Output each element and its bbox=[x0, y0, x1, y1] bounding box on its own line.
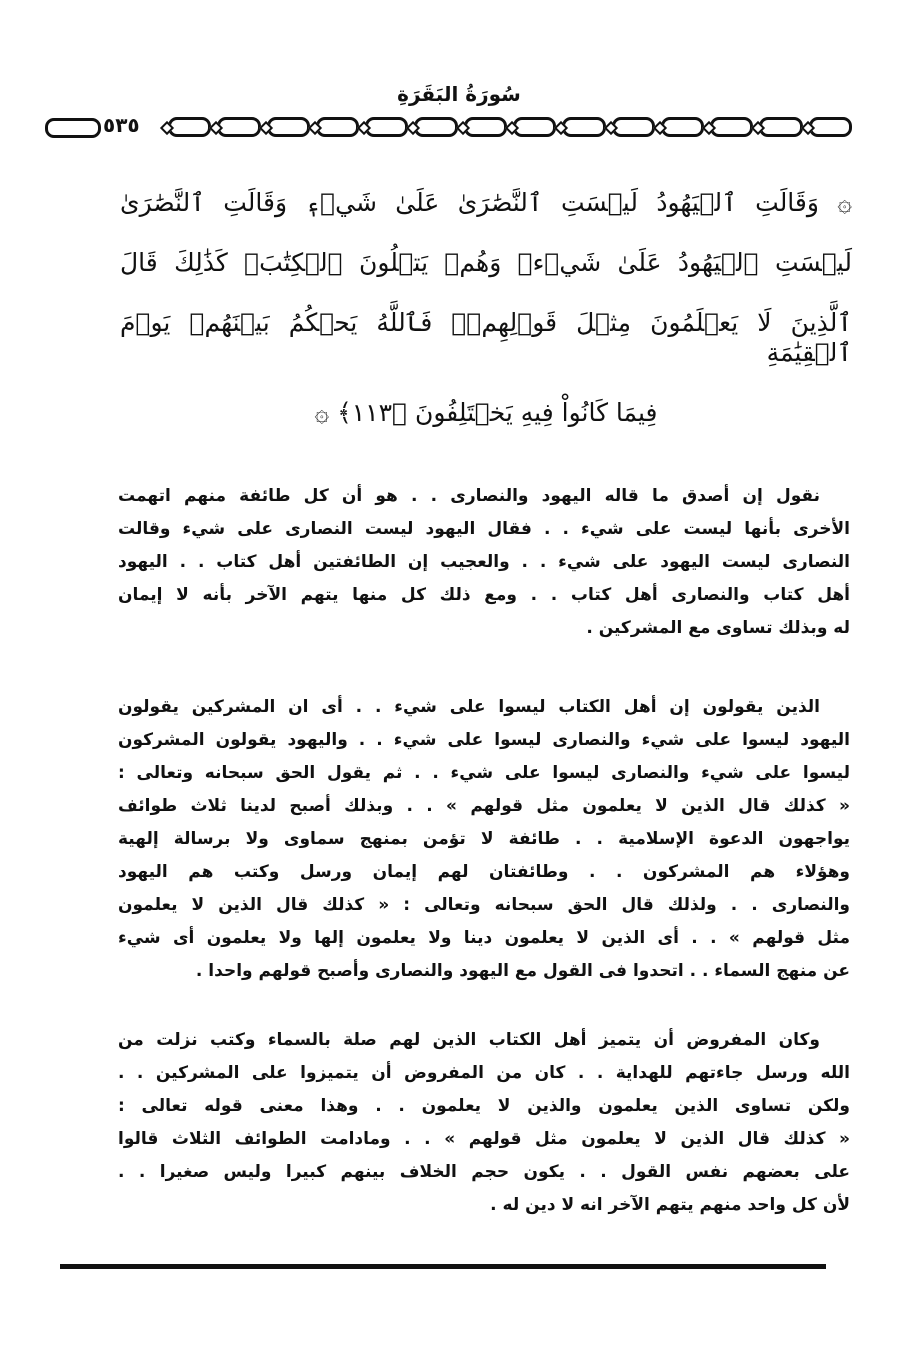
paragraph-line: النصارى ليست اليهود على شيء . . والعجيب إن الطائفتين أهل كتاب . . اليهود bbox=[118, 552, 850, 572]
paragraph-line: الله ورسل جاءتهم للهداية . . كان من المفروض أن يتميزوا على المشركين . . bbox=[118, 1063, 850, 1083]
surah-title: سُورَةُ البَقَرَةِ bbox=[397, 82, 521, 106]
verse-line: فِيمَا كَانُواْ فِيهِ يَخۡتَلِفُونَ ﴿١١٣﴾ ۞ bbox=[314, 398, 658, 427]
paragraph-line: يواجهون الدعوة الإسلامية . . طائفة لا تؤمن بمنهج سماوى ولا برسالة إلهية bbox=[118, 829, 850, 849]
paragraph-line: « كذلك قال الذين لا يعلمون مثل قولهم » . . وبذلك أصبح لدينا ثلاث طوائف bbox=[118, 796, 850, 816]
paragraph-line: ولكن تساوى الذين يعلمون والذين لا يعلمون . . وهذا معنى قوله تعالى : bbox=[118, 1096, 850, 1116]
quran-verse bbox=[120, 188, 852, 458]
paragraph bbox=[118, 1024, 850, 1222]
paragraph-line: وكان المفروض أن يتميز أهل الكتاب الذين لهم صلة بالسماء وكتب نزلت من bbox=[118, 1030, 820, 1050]
paragraph-line: أهل كتاب والنصارى أهل كتاب . . ومع ذلك كل منها يتهم الآخر بأنه لا إيمان bbox=[118, 585, 850, 605]
paragraph-line: ليسوا على شيء والنصارى ليسوا على شيء . . ثم يقول الحق سبحانه وتعالى : bbox=[118, 763, 850, 783]
header-chain-border bbox=[165, 116, 855, 138]
paragraph-line: له وبذلك تساوى مع المشركين . bbox=[586, 618, 850, 638]
border-ornament bbox=[45, 118, 101, 138]
paragraph-line: « كذلك قال الذين لا يعلمون مثل قولهم » . . ومادامت الطوائف الثلاث قالوا bbox=[118, 1129, 850, 1149]
paragraph bbox=[118, 691, 850, 988]
paragraph-line: عن منهج السماء . . اتحدوا فى القول مع اليهود والنصارى وأصبح قولهم واحدا . bbox=[195, 961, 850, 981]
paragraph-line: والنصارى . . ولذلك قال الحق سبحانه وتعالى : « كذلك قال الذين لا يعلمون bbox=[118, 895, 850, 915]
paragraph-line: مثل قولهم » . . أى الذين لا يعلمون دينا ولا يعلمون إلها ولا يعلمون أى شيء bbox=[118, 928, 850, 948]
paragraph-line: الأخرى بأنها ليست على شيء . . فقال اليهود ليست النصارى على شيء وقالت bbox=[118, 519, 850, 539]
commentary-body bbox=[118, 480, 850, 1268]
paragraph-line: لأن كل واحد منهم يتهم الآخر انه لا دين له . bbox=[490, 1195, 850, 1215]
verse-line: لَيۡسَتِ ٱلۡيَهُودُ عَلَىٰ شَيۡءٖ وَهُمۡ يَتۡلُونَ ٱلۡكِتَٰبَۗ كَذَٰلِكَ قَالَ bbox=[120, 248, 852, 277]
page-number: ٥٣٥ bbox=[103, 113, 140, 137]
paragraph-line: وهؤلاء هم المشركون . . وطائفتان لهم إيمان ورسل وكتب هم اليهود bbox=[118, 862, 850, 882]
footer-rule bbox=[60, 1264, 826, 1269]
verse-line: ٱلَّذِينَ لَا يَعۡلَمُونَ مِثۡلَ قَوۡلِهِمۡۚ فَٱللَّهُ يَحۡكُمُ بَيۡنَهُمۡ يَوۡمَ ٱلۡقِيَٰمَةِ bbox=[120, 308, 852, 367]
paragraph-line: اليهود ليسوا على شيء والنصارى ليسوا على شيء . . واليهود يقولون المشركون bbox=[118, 730, 850, 750]
verse-line: ۞ وَقَالَتِ ٱلۡيَهُودُ لَيۡسَتِ ٱلنَّصَٰرَىٰ عَلَىٰ شَيۡءٖ وَقَالَتِ ٱلنَّصَٰرَىٰ bbox=[120, 188, 852, 217]
paragraph-line: نقول إن أصدق ما قاله اليهود والنصارى . . هو أن كل طائفة منهم اتهمت bbox=[118, 486, 820, 506]
paragraph-line: الذين يقولون إن أهل الكتاب ليسوا على شيء . . أى ان المشركين يقولون bbox=[118, 697, 820, 717]
paragraph bbox=[118, 480, 850, 645]
paragraph-line: على بعضهم نفس القول . . يكون حجم الخلاف بينهم كبيرا وليس صغيرا . . bbox=[118, 1162, 850, 1182]
